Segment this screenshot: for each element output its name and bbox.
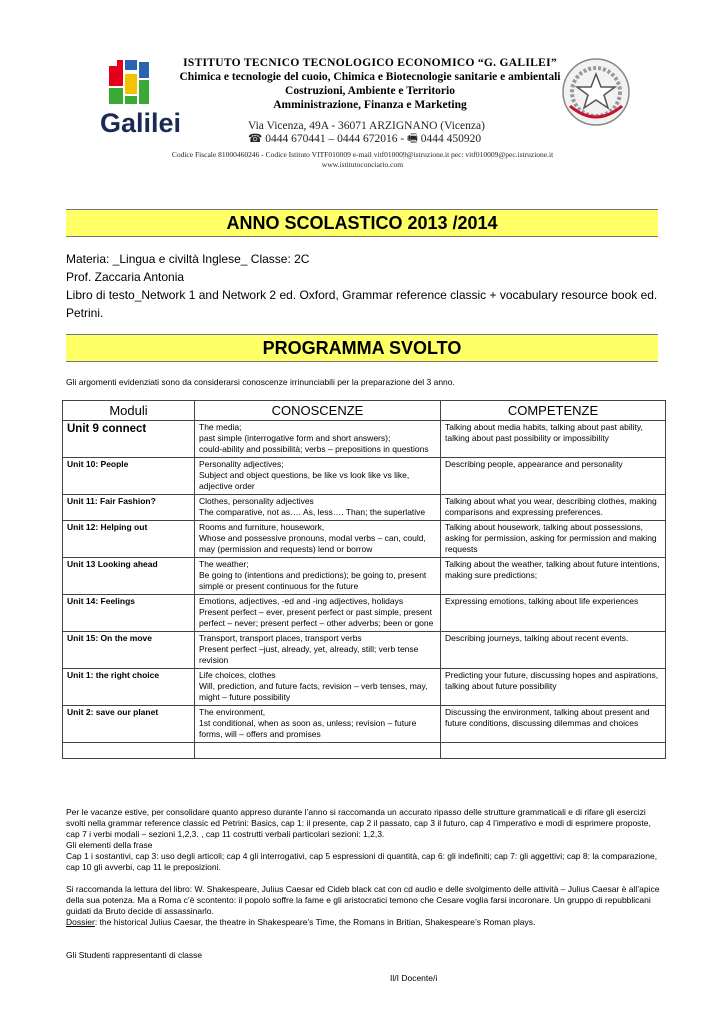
knowledge-line: Life choices, clothes <box>199 670 276 680</box>
header-line-3: Amministrazione, Finanza e Marketing <box>273 99 467 111</box>
table-row <box>63 495 666 521</box>
knowledge-line: could-ability and possibilità; verbs – prepositions in questions <box>199 444 429 454</box>
dossier-line <box>66 917 666 928</box>
knowledge-line: Personality adjectives; <box>199 459 284 469</box>
teacher-line: Prof. Zaccaria Antonia <box>66 270 185 284</box>
knowledge-line: Subject and object questions, be like vs look like vs like, adjective order <box>199 470 410 491</box>
knowledge-cell <box>195 558 441 595</box>
knowledge-line: past simple (interrogative form and short answers); <box>199 433 391 443</box>
empty-row <box>63 743 666 759</box>
knowledge-line: The comparative, not as…. As, less…. Than; the superlative <box>199 507 426 517</box>
competence-cell: Describing people, appearance and personality <box>441 458 666 495</box>
course-info <box>66 250 666 322</box>
student-signature-label: Gli Studenti rappresentanti di classe <box>66 950 203 960</box>
knowledge-line: The media; <box>199 422 242 432</box>
knowledge-line: Transport, transport places, transport verbs <box>199 633 362 643</box>
empty-cell <box>195 743 441 759</box>
school-year-banner: ANNO SCOLASTICO 2013 /2014 <box>66 209 658 237</box>
knowledge-line: Emotions, adjectives, -ed and -ing adjectives, holidays <box>199 596 404 606</box>
competence-cell: Talking about media habits, talking about past ability, talking about past possibility or impossibility <box>441 421 666 458</box>
program-table <box>62 400 666 759</box>
dossier-text: : the historical Julius Caesar, the theatre in Shakespeare’s Time, the Romans in Britian, Shakespeare’s Roman plays. <box>94 917 536 927</box>
fiscal-codes: Codice Fiscale 81000460246 - Codice Istituto VITF010009 e-mail vitf010009@istruzione.it pec: vitf010009@pec.istruzione.it <box>171 150 554 159</box>
table-row <box>63 595 666 632</box>
competence-cell: Talking about housework, talking about possessions, asking for permission, asking for permission and making requests <box>441 521 666 558</box>
knowledge-cell <box>195 421 441 458</box>
knowledge-cell <box>195 521 441 558</box>
website: www.istitutoconciario.com <box>321 160 404 169</box>
header-line-2: Costruzioni, Ambiente e Territorio <box>285 85 455 97</box>
knowledge-line: Whose and possessive pronouns, modal verbs – can, could, may (permission and requests) lend or borrow <box>199 533 426 554</box>
contact-block <box>248 120 485 146</box>
competence-cell: Discussing the environment, talking about present and future conditions, discussing dilemmas and choices <box>441 706 666 743</box>
header-line-1: Chimica e tecnologie del cuoio, Chimica e Biotecnologie sanitarie e ambientali <box>179 71 561 83</box>
republic-emblem-icon <box>560 56 632 128</box>
table-row <box>63 669 666 706</box>
module-cell: Unit 13 Looking ahead <box>63 558 195 595</box>
module-cell: Unit 9 connect <box>63 421 195 458</box>
module-cell: Unit 15: On the move <box>63 632 195 669</box>
competence-cell: Predicting your future, discussing hopes and aspirations, talking about future possibility <box>441 669 666 706</box>
footer-notes <box>66 807 666 928</box>
table-row <box>63 521 666 558</box>
knowledge-line: The environment, <box>199 707 266 717</box>
dossier-label: Dossier <box>66 917 95 927</box>
knowledge-cell <box>195 669 441 706</box>
competence-cell: Expressing emotions, talking about life experiences <box>441 595 666 632</box>
note-text: Gli argomenti evidenziati sono da considerarsi conoscenze irrinunciabili per la preparazione del 3 anno. <box>66 377 455 387</box>
table-row <box>63 458 666 495</box>
teacher-signature-label: Il/I Docente/i <box>390 973 438 983</box>
logo-wordmark: Galilei <box>100 108 182 138</box>
knowledge-line: Will, prediction, and future facts, revision – verb tenses, may, might – future possibility <box>199 681 428 702</box>
module-cell: Unit 2: save our planet <box>63 706 195 743</box>
address: Via Vicenza, 49A - 36071 ARZIGNANO (Vicenza) <box>248 120 485 132</box>
knowledge-cell <box>195 595 441 632</box>
table-row <box>63 632 666 669</box>
knowledge-line: Present perfect –just, already, yet, already, still; verb tense revision <box>199 644 419 665</box>
module-cell: Unit 10: People <box>63 458 195 495</box>
competence-cell: Describing journeys, talking about recent events. <box>441 632 666 669</box>
program-banner: PROGRAMMA SVOLTO <box>66 334 658 362</box>
header-conoscenze: CONOSCENZE <box>195 401 441 421</box>
module-cell: Unit 14: Feelings <box>63 595 195 632</box>
subject-line: Materia: _Lingua e civiltà Inglese_ Classe: 2C <box>66 252 310 266</box>
header-competenze: COMPETENZE <box>441 401 666 421</box>
competence-cell: Talking about the weather, talking about future intentions, making sure predictions; <box>441 558 666 595</box>
knowledge-cell <box>195 632 441 669</box>
knowledge-line: Present perfect – ever, present perfect or past simple, present perfect – never; present perfect – other adverbs; been or gone <box>199 607 434 628</box>
textbook-line: Libro di testo_Network 1 and Network 2 ed. Oxford, Grammar reference classic + vocabulary resource book ed. Petrini. <box>66 288 658 320</box>
table-row <box>63 706 666 743</box>
institute-header <box>170 56 570 112</box>
module-cell: Unit 12: Helping out <box>63 521 195 558</box>
knowledge-line: Be going to (intentions and predictions); be going to, present simple or present continuous for the future <box>199 570 427 591</box>
phone: ☎ 0444 670441 – 0444 672016 - 🖷 0444 450920 <box>248 133 482 145</box>
table-row <box>63 421 666 458</box>
summer-advice: Per le vacanze estive, per consolidare quanto appreso durante l’anno si raccomanda un accurato ripasso delle strutture grammaticali e di rifare gli esercizi svolti nella grammar reference classic ed Petrini: Basics, cap 1: il presente, cap 2 il passato, cap 3 il futuro, cap 4 l’imperativo e modi di esprimere proposte, cap 7 i verbi modali – sezioni 1,2,3. , cap 11 costrutti verbali particolari sezioni: 1,2,3. <box>66 807 651 839</box>
empty-cell <box>441 743 666 759</box>
table-row <box>63 558 666 595</box>
competence-cell: Talking about what you wear, describing clothes, making comparisons and expressing preferences. <box>441 495 666 521</box>
knowledge-line: The weather; <box>199 559 249 569</box>
codes-block <box>110 150 615 170</box>
knowledge-line: Clothes, personality adjectives <box>199 496 314 506</box>
knowledge-line: Rooms and furniture, housework, <box>199 522 325 532</box>
empty-cell <box>63 743 195 759</box>
header-moduli: Moduli <box>63 401 195 421</box>
institute-name: ISTITUTO TECNICO TECNOLOGICO ECONOMICO “G. GALILEI” <box>183 57 557 69</box>
module-cell: Unit 11: Fair Fashion? <box>63 495 195 521</box>
knowledge-line: 1st conditional, when as soon as, unless; revision – future forms, will – offers and promises <box>199 718 417 739</box>
reading-advice: Si raccomanda la lettura del libro: W. Shakespeare, Julius Caesar ed Cideb black cat con cd audio e delle svolgimento delle attività – Julius Caesar è all’apice della sua potenza. Ma a Roma c’è scontento: il popolo soffre la fame e gli aristocratici temono che Cesare voglia farsi incoronare. Un gruppo di repubblicani guidati da Bruto decide di assassinarlo. <box>66 884 660 916</box>
knowledge-cell <box>195 706 441 743</box>
sentence-elements-heading: Gli elementi della frase <box>66 840 153 850</box>
chapters-list: Cap 1 i sostantivi, cap 3: uso degli articoli; cap 4 gli interrogativi, cap 5 espressioni di quantità, cap 6: gli indefiniti; cap 7: gli aggettivi; cap 8: la comparazione, cap 10 gli avverbi, cap 11 le preposizioni. <box>66 851 658 872</box>
knowledge-cell <box>195 458 441 495</box>
knowledge-cell <box>195 495 441 521</box>
module-cell: Unit 1: the right choice <box>63 669 195 706</box>
